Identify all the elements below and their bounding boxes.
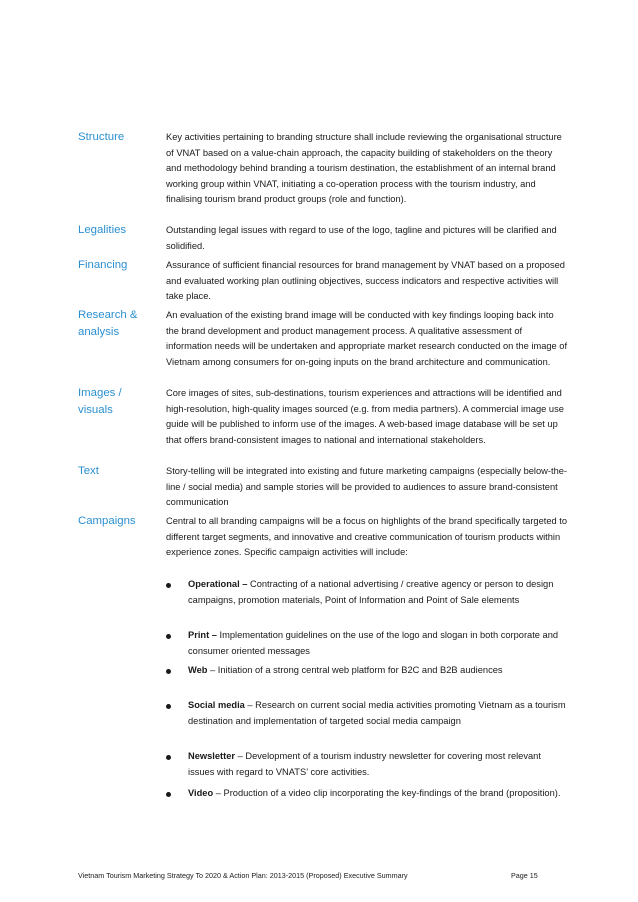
bullet-icon xyxy=(166,669,171,674)
row-label: Images / visuals xyxy=(78,387,122,416)
bullet-term: Social media xyxy=(188,700,245,710)
row-label: Structure xyxy=(78,131,125,143)
row-text: Core images of sites, sub-destinations, tourism experiences and attractions will be identified and high-resolution, high-quality images sourced (e.g. from media partners). A commercial image use guide will be published to inform use of the images. A web-based image database will be set up that offers brand-consistent images to national and international stakeholders. xyxy=(166,388,564,445)
row-label: Research & analysis xyxy=(78,309,138,338)
bullet-text: – Research on current social media activities promoting Vietnam as a tourism destination and implementation of targeted social media campaign xyxy=(188,700,566,726)
row-text: Outstanding legal issues with regard to use of the logo, tagline and pictures will be clarified and solidified. xyxy=(166,225,557,251)
bullet-term: Video xyxy=(188,788,214,798)
row-text: Assurance of sufficient financial resources for brand management by VNAT based on a proposed and evaluated working plan outlining objectives, success indicators and respective activities will take place. xyxy=(166,260,565,302)
footer-title: Vietnam Tourism Marketing Strategy To 2020 & Action Plan: 2013-2015 (Proposed) Executive Summary xyxy=(78,871,408,880)
bullet-text: – Initiation of a strong central web platform for B2C and B2B audiences xyxy=(207,665,503,675)
bullet-icon xyxy=(166,755,171,760)
row-text: An evaluation of the existing brand image will be conducted with key findings looping back into the brand development and product management process. A qualitative assessment of information needs will be undertaken and appropriate market research conducted on the image of Vietnam among consumers for on-going inputs on the brand architecture and communication. xyxy=(166,310,568,367)
row-text: Key activities pertaining to branding structure shall include reviewing the organisational structure of VNAT based on a value-chain approach, the capacity building of stakeholders on the theory and methodology behind branding a tourism destination, the establishment of an internal brand working group within VNAT, initiating a co-operation process with the tourism industry, and finalising tourism brand product groups (role and function). xyxy=(166,132,562,205)
bullet-term: Print – xyxy=(188,630,217,640)
bullet-text: Contracting of a national advertising / creative agency or person to design campaigns, promotion materials, Point of Information and Point of Sale elements xyxy=(188,579,554,605)
bullet-term: Web xyxy=(188,665,208,675)
row-label: Campaigns xyxy=(78,515,136,527)
bullet-icon xyxy=(166,792,171,797)
bullet-text: – Development of a tourism industry newsletter for covering most relevant issues with regard to VNATS’ core activities. xyxy=(188,751,541,777)
bullet-text: – Production of a video clip incorporating the key-findings of the brand (proposition). xyxy=(213,788,561,798)
bullet-term: Newsletter xyxy=(188,751,236,761)
row-label: Legalities xyxy=(78,224,127,236)
row-label: Financing xyxy=(78,259,128,271)
row-label: Text xyxy=(78,465,99,477)
bullet-icon xyxy=(166,704,171,709)
bullet-term: Operational – xyxy=(188,579,248,589)
row-text: Story-telling will be integrated into existing and future marketing campaigns (especially below-the-line / social media) and sample stories will be provided to audiences to assure brand-consistent communication xyxy=(166,466,568,508)
bullet-text: Implementation guidelines on the use of the logo and slogan in both corporate and consumer oriented messages xyxy=(188,630,559,656)
row-text: Central to all branding campaigns will be a focus on highlights of the brand specifically targeted to different target segments, and innovative and creative communication of tourism products within experience zones. Specific campaign activities will include: xyxy=(166,516,568,558)
bullet-icon xyxy=(166,583,171,588)
page-number: Page 15 xyxy=(511,871,538,880)
bullet-icon xyxy=(166,634,171,639)
